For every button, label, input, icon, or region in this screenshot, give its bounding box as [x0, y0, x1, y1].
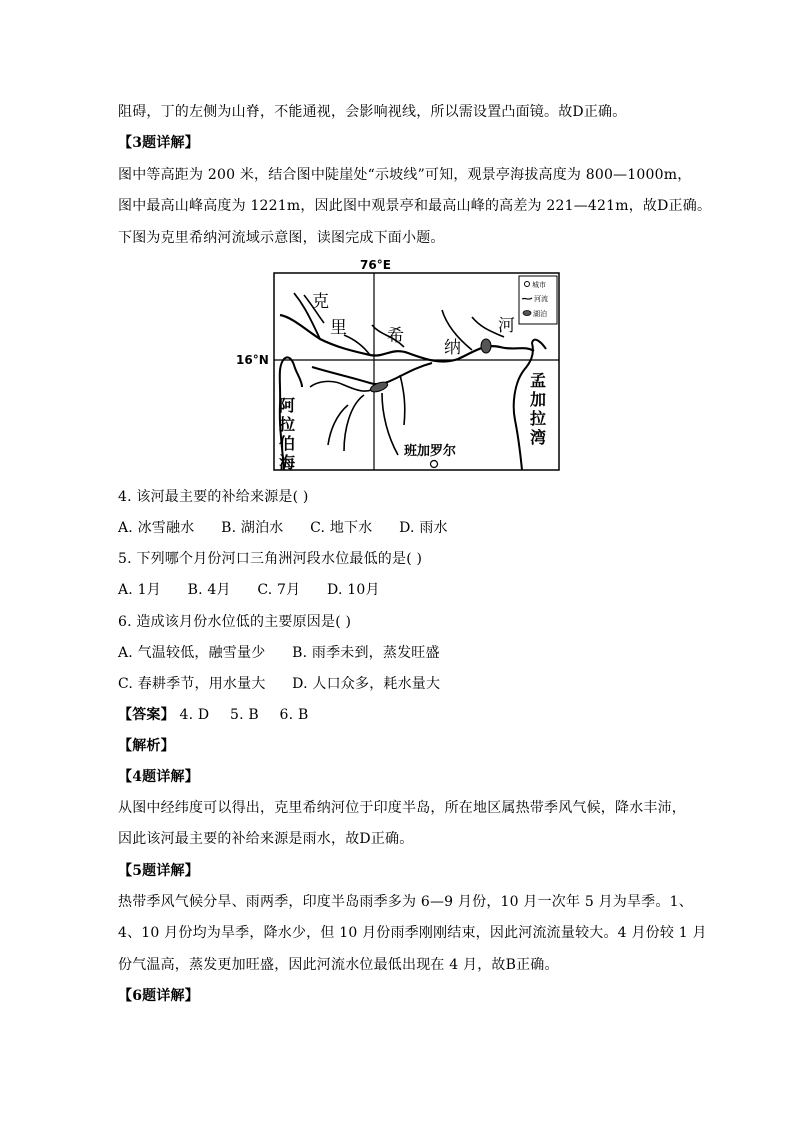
question-options	[118, 643, 462, 663]
question-options	[118, 580, 402, 600]
section-heading: 【5题详解】	[118, 863, 199, 879]
text-line: 阻碍，丁的左侧为山脊，不能通视，会影响视线，所以需设置凸面镜。故D正确。	[118, 104, 627, 120]
city-label: 班加罗尔	[404, 444, 457, 459]
map-label-river-char: 纳	[444, 338, 461, 358]
text-line: 4、10 月份均为旱季，降水少，但 10 月份雨季刚刚结束，因此河流流量较大。4 月份较 1 月	[118, 925, 707, 941]
map-label-bay-char: 加	[530, 390, 547, 409]
legend-river-label: 河流	[534, 295, 548, 303]
option-b[interactable]: B. 湖泊水	[221, 520, 284, 536]
map-label-sea-char: 阿	[279, 396, 296, 415]
answer-label: 【答案】	[118, 707, 175, 723]
map-label-sea-char: 拉	[279, 415, 296, 434]
text-line: 图中最高山峰高度为 1221m，因此图中观景亭和最高山峰的高差为 221—421m，故D正确。	[118, 198, 712, 214]
question-stem: 5. 下列哪个月份河口三角洲河段水位最低的是( )	[118, 551, 423, 567]
legend-city-label: 城市	[532, 281, 546, 289]
section-heading: 【3题详解】	[118, 135, 199, 151]
option-c[interactable]: C. 7月	[257, 582, 301, 598]
legend-lake-icon	[523, 311, 531, 316]
city-marker	[431, 461, 438, 468]
option-d[interactable]: D. 人口众多，耗水量大	[292, 676, 441, 692]
option-b[interactable]: B. 雨季未到，蒸发旺盛	[292, 645, 440, 661]
section-heading: 【6题详解】	[118, 988, 199, 1004]
analysis-heading: 【解析】	[118, 738, 175, 754]
answer-item: 4. D	[179, 707, 210, 723]
longitude-label: 76°E	[360, 258, 391, 272]
text-line: 份气温高，蒸发更加旺盛，因此河流水位最低出现在 4 月，故B正确。	[118, 957, 559, 973]
question-options	[118, 674, 462, 694]
map-label-river-char: 克	[312, 292, 329, 312]
question-options	[118, 518, 470, 538]
lake-shape	[481, 339, 491, 353]
option-a[interactable]: A. 冰雪融水	[118, 520, 195, 536]
text-line: 下图为克里希纳河流域示意图，读图完成下面小题。	[118, 230, 445, 246]
question-stem: 6. 造成该月份水位低的主要原因是( )	[118, 614, 352, 630]
text-line: 热带季风气候分旱、雨两季，印度半岛雨季多为 6—9 月份，10 月一次年 5 月为旱季。1、	[118, 894, 693, 910]
question-stem: 4. 该河最主要的补给来源是( )	[118, 489, 309, 505]
option-d[interactable]: D. 雨水	[399, 520, 448, 536]
latitude-label: 16°N	[236, 353, 269, 367]
text-line: 图中等高距为 200 米，结合图中陡崖处“示坡线”可知，观景亭海拔高度为 800—1000m，	[118, 167, 692, 183]
map-label-river-char: 里	[330, 318, 347, 338]
option-a[interactable]: A. 气温较低，融雪量少	[118, 645, 266, 661]
answer-line	[118, 705, 324, 725]
text-line: 因此该河最主要的补给来源是雨水，故D正确。	[118, 831, 414, 847]
answer-item: 5. B	[229, 707, 259, 723]
legend-lake-label: 湖泊	[533, 310, 547, 318]
section-heading: 【4题详解】	[118, 769, 199, 785]
map-label-sea-char: 伯	[279, 434, 296, 453]
option-c[interactable]: C. 地下水	[310, 520, 373, 536]
map-label-bay-char: 湾	[530, 428, 547, 447]
text-line: 从图中经纬度可以得出，克里希纳河位于印度半岛，所在地区属热带季风气候，降水丰沛，	[118, 800, 686, 816]
legend-city-icon	[525, 282, 530, 287]
krishna-river-map	[232, 255, 562, 473]
map-svg	[232, 255, 562, 473]
option-a[interactable]: A. 1月	[118, 582, 161, 598]
map-label-river-char: 河	[498, 316, 515, 336]
option-d[interactable]: D. 10月	[327, 582, 380, 598]
map-label-river-char: 希	[387, 326, 404, 346]
map-label-sea-char: 海	[279, 453, 296, 472]
map-label-bay-char: 拉	[530, 409, 547, 428]
option-b[interactable]: B. 4月	[187, 582, 231, 598]
map-label-bay-char: 孟	[530, 371, 547, 390]
answer-item: 6. B	[279, 707, 309, 723]
option-c[interactable]: C. 春耕季节，用水量大	[118, 676, 266, 692]
